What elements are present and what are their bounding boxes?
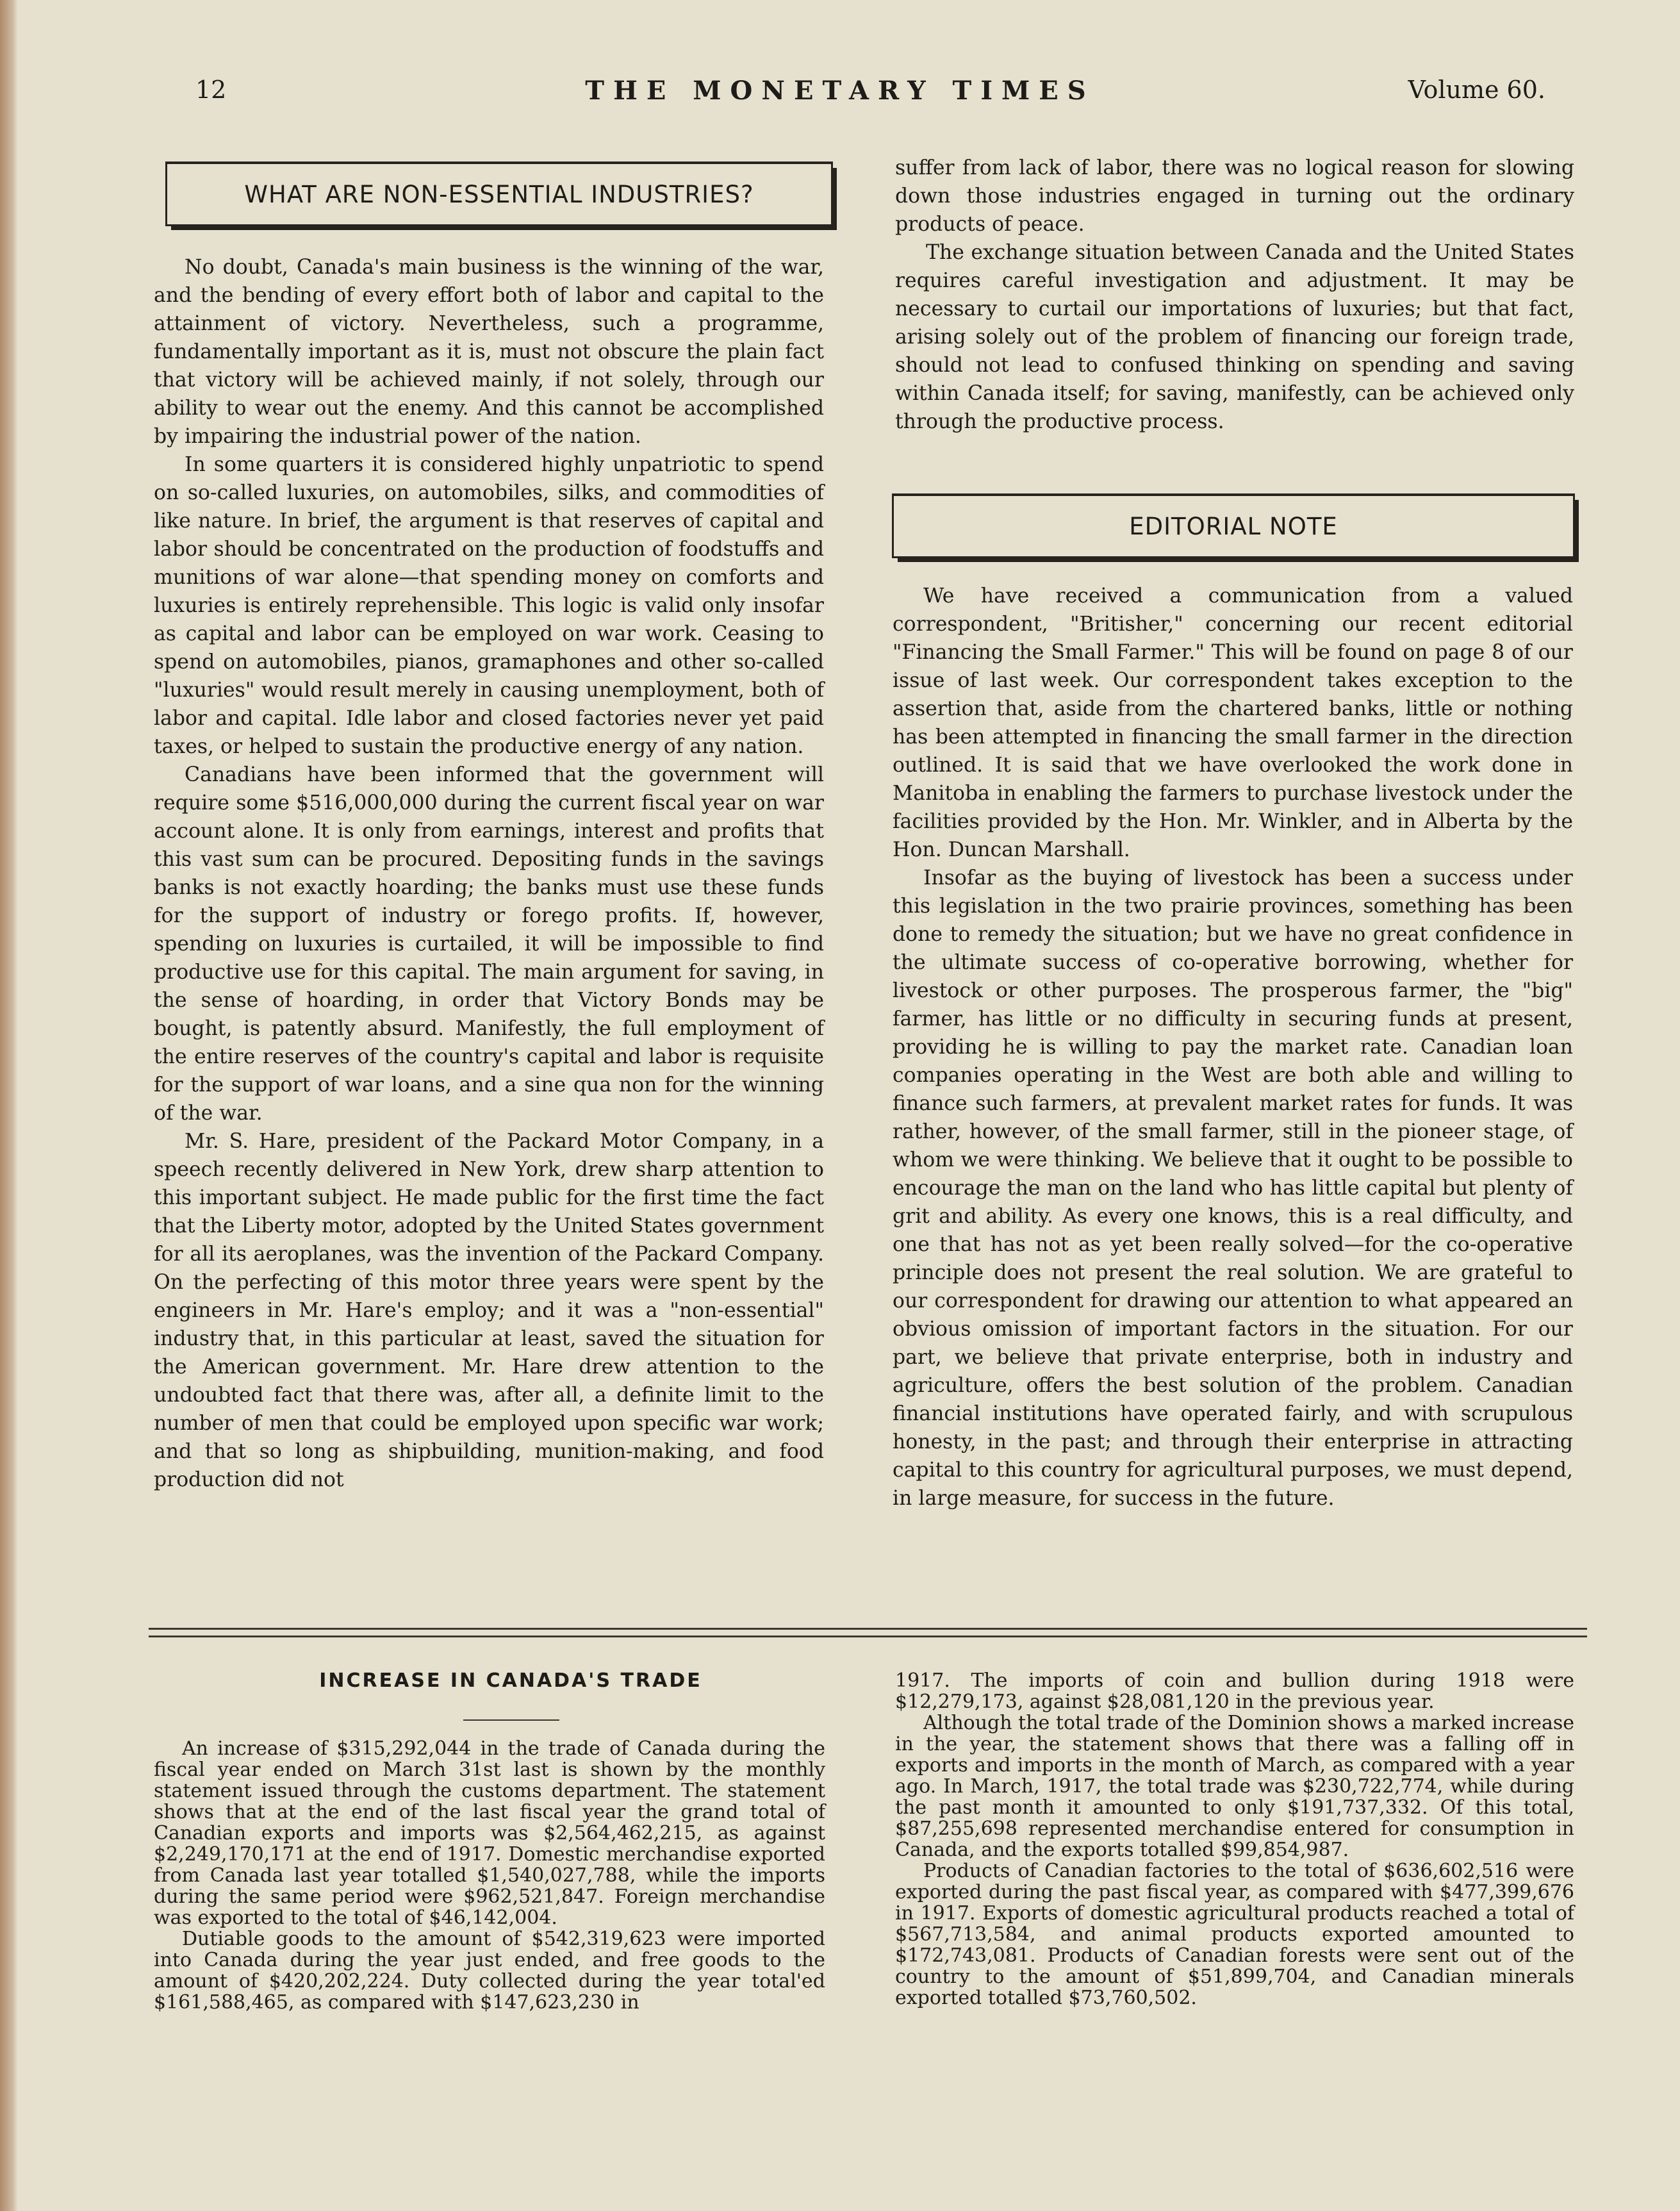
paragraph: We have received a communication from a valued correspondent, "Britisher," concerning our recent editorial "Financing the Small Farmer." This will be found on page 8 of our issue of last week. Our correspondent takes exception to the assertion that, aside from the chartered banks, little or nothing has been attempted in financing the small farmer in the direction outlined. It is said that we have overlooked the work done in Manitoba in enabling the farmers to purchase livestock under the facilities provided by the Hon. Mr. Winkler, and in Alberta by the Hon. Duncan Marshall. [893,584,1573,861]
title-underline [463,1719,559,1721]
article2-title: INCREASE IN CANADA'S TRADE [319,1669,702,1692]
editorial-title-box [892,493,1575,558]
article2-continuation [895,1670,1574,2008]
article1-title-box [165,161,833,226]
article1-continuation [895,154,1574,436]
page-number: 12 [195,76,227,104]
editorial-title: EDITORIAL NOTE [1129,512,1338,540]
publication-title: THE MONETARY TIMES [585,76,1095,106]
article2-body [154,1738,825,2013]
paragraph: In some quarters it is considered highly unpatriotic to spend on so-called luxuries, on automobiles, silks, and commodities of like nature. In brief, the argument is that reserves of capital and labor should be concentrated on the production of foodstuffs and munitions of war alone—that spending money on comforts and luxuries is entirely reprehensible. This logic is valid only insofar as capital and labor can be employed on war work. Ceasing to spend on automobiles, pianos, gramaphones and other so-called "luxuries" would result merely in causing unemployment, both of labor and capital. Idle labor and closed factories never yet paid taxes, or helped to sustain the productive energy of any nation. [154,453,824,758]
editorial-body [893,582,1573,1512]
paragraph: Dutiable goods to the amount of $542,319,623 were imported into Canada during the year just ended, and free goods to the amount of $420,202,224. Duty collected during the year total'ed $161,588,465, as compared with $147,623,230 in [154,1928,825,2014]
article1-title: WHAT ARE NON-ESSENTIAL INDUSTRIES? [244,180,754,208]
page-binding-edge [0,0,18,2211]
paragraph: Although the total trade of the Dominion shows a marked increase in the year, the statement shows that there was a falling off in exports and imports in the month of March, as compared with a year ago. In March, 1917, the total trade was $230,722,774, while during the past month it amounted to only $191,737,332. Of this total, $87,255,698 represented merchandise entered for consumption in Canada, and the exports totalled $99,854,987. [895,1712,1574,1861]
paragraph: 1917. The imports of coin and bullion during 1918 were $12,279,173, against $28,081,120 in the previous year. [895,1669,1574,1713]
paragraph: An increase of $315,292,044 in the trade of Canada during the fiscal year ended on March 31st last is shown by the monthly statement issued through the customs department. The statement shows that at the end of the last fiscal year the grand total of Canadian exports and imports was $2,564,462,215, as against $2,249,170,171 at the end of 1917. Domestic merchandise exported from Canada last year totalled $1,540,027,788, while the imports during the same period were $962,521,847. Foreign merchandise was exported to the total of $46,142,004. [154,1737,825,1929]
paragraph: suffer from lack of labor, there was no logical reason for slowing down those industries engaged in turning out the ordinary products of peace. [895,156,1574,236]
paragraph: No doubt, Canada's main business is the winning of the war, and the bending of every effort both of labor and capital to the attainment of victory. Nevertheless, such a programme, fundamentally important as it is, must not obscure the plain fact that victory will be achieved mainly, if not solely, through our ability to wear out the enemy. And this cannot be accomplished by impairing the industrial power of the nation. [154,256,824,448]
paragraph: Mr. S. Hare, president of the Packard Motor Company, in a speech recently delivered in New York, drew sharp attention to this important subject. He made public for the first time the fact that the Liberty motor, adopted by the United States government for all its aeroplanes, was the invention of the Packard Company. On the perfecting of this motor three years were spent by the engineers in Mr. Hare's employ; and it was a "non-essential" industry that, in this particular at least, saved the situation for the American government. Mr. Hare drew attention to the undoubted fact that there was, after all, a definite limit to the number of men that could be employed upon specific war work; and that so long as shipbuilding, munition-making, and food production did not [154,1130,824,1491]
article1-body [154,253,824,1494]
section-divider [149,1635,1587,1637]
paragraph: Products of Canadian factories to the total of $636,602,516 were exported during the past fiscal year, as compared with $477,399,676 in 1917. Exports of domestic agricultural products reached a total of $567,713,584, and animal products exported amounted to $172,743,081. Products of Canadian forests were sent out of the country to the amount of $51,899,704, and Canadian minerals exported totalled $73,760,502. [895,1860,1574,2009]
section-divider [149,1628,1587,1630]
paragraph: The exchange situation between Canada and the United States requires careful investigation and adjustment. It may be necessary to curtail our importations of luxuries; but that fact, arising solely out of the problem of financing our foreign trade, should not lead to confused thinking on spending and saving within Canada itself; for saving, manifestly, can be achieved only through the productive process. [895,241,1574,433]
volume-label: Volume 60. [1408,76,1545,104]
paragraph: Insofar as the buying of livestock has been a success under this legislation in the two prairie provinces, something has been done to remedy the situation; but we have no great confidence in the ultimate success of co-operative borrowing, whether for livestock or other purposes. The prosperous farmer, the "big" farmer, has little or no difficulty in securing funds at present, providing he is willing to pay the market rate. Canadian loan companies operating in the West are both able and willing to finance such farmers, at prevalent market rates for funds. It was rather, however, of the small farmer, still in the pioneer stage, of whom we were thinking. We believe that it ought to be possible to encourage the man on the land who has little capital but plenty of grit and ability. As every one knows, this is a real difficulty, and one that has not as yet been really solved—for the co-operative principle does not present the real solution. We are grateful to our correspondent for drawing our attention to what appeared an obvious omission of important factors in the situation. For our part, we believe that private enterprise, both in industry and agriculture, offers the best solution of the problem. Canadian financial institutions have operated fairly, and with scrupulous honesty, in the past; and through their enterprise in attracting capital to this country for agricultural purposes, we must depend, in large measure, for success in the future. [893,866,1573,1510]
paragraph: Canadians have been informed that the government will require some $516,000,000 during the current fiscal year on war account alone. It is only from earnings, interest and profits that this vast sum can be procured. Depositing funds in the savings banks is not exactly hoarding; the banks must use these funds for the support of industry or forego profits. If, however, spending on luxuries is curtailed, it will be impossible to find productive use for this capital. The main argument for saving, in the sense of hoarding, in order that Victory Bonds may be bought, is patently absurd. Manifestly, the full employment of the entire reserves of the country's capital and labor is requisite for the support of war loans, and a sine qua non for the winning of the war. [154,763,824,1125]
